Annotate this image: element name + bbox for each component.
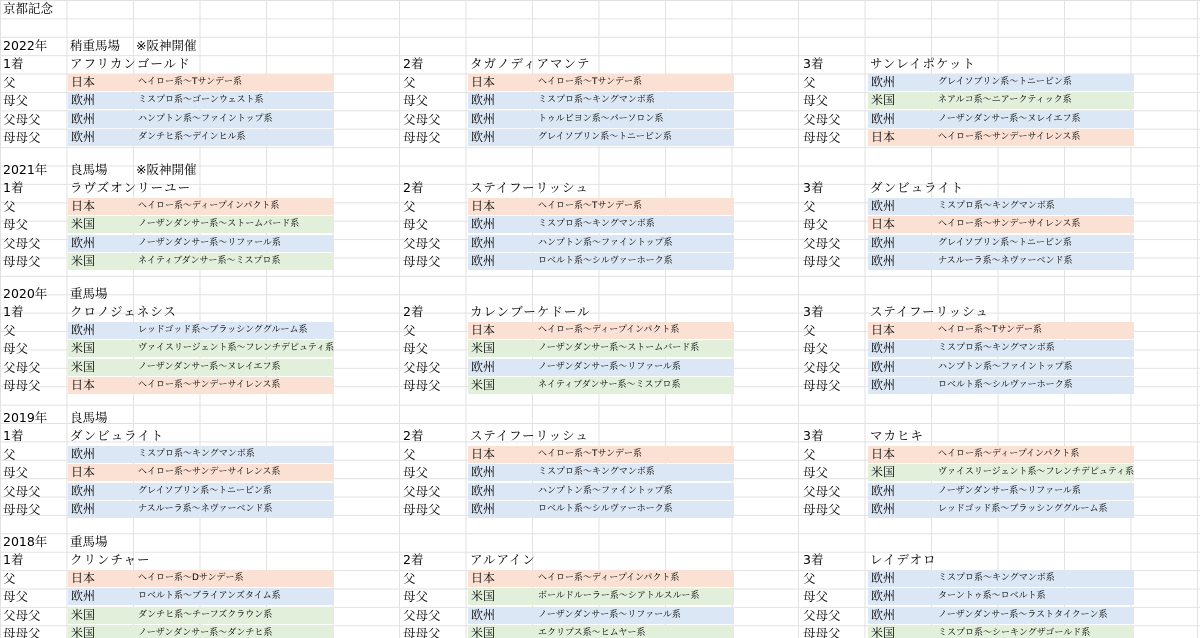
sire-line-cell: ヘイロー系〜Tサンデー系 bbox=[538, 76, 643, 87]
sire-line-cell: ヘイロー系〜ディープインパクト系 bbox=[538, 324, 680, 335]
region-cell: 日本 bbox=[68, 464, 334, 481]
pedigree-row-label: 父 bbox=[403, 198, 416, 214]
region-cell: 日本 bbox=[68, 570, 334, 587]
sire-line-cell: ダンチヒ系〜チーフズクラウン系 bbox=[138, 609, 273, 620]
place-rank: 1着 bbox=[3, 304, 24, 320]
pedigree-row-label: 父 bbox=[403, 446, 416, 462]
sire-line-cell: ロベルト系〜ブライアンズタイム系 bbox=[138, 591, 281, 602]
track-condition: 良馬場 bbox=[70, 162, 108, 177]
pedigree-row-label: 母母父 bbox=[403, 130, 441, 145]
sire-line-cell: ノーザンダンサー系〜ストームバード系 bbox=[538, 343, 700, 354]
pedigree-row-label: 母母父 bbox=[403, 502, 441, 517]
pedigree-row-label: 母父 bbox=[403, 589, 429, 605]
region-cell: 米国 bbox=[868, 92, 1134, 109]
region-cell: 欧州 bbox=[468, 216, 734, 233]
sire-line-cell: ミスプロ系〜キングマンボ系 bbox=[538, 95, 655, 106]
region-cell: 欧州 bbox=[468, 359, 734, 376]
sire-line-cell: グレイソブリン系〜トニービン系 bbox=[538, 132, 672, 142]
region-cell: 欧州 bbox=[868, 607, 1134, 624]
sire-line-cell: ダンチヒ系〜デインヒル系 bbox=[138, 132, 246, 142]
sire-line-cell: ノーザンダンサー系〜リファール系 bbox=[538, 361, 681, 372]
region-cell: 米国 bbox=[68, 625, 334, 638]
region-cell: 欧州 bbox=[468, 501, 734, 518]
pedigree-row-label: 母母父 bbox=[3, 130, 41, 145]
pedigree-row-label: 父母父 bbox=[3, 359, 41, 375]
region-cell: 日本 bbox=[868, 216, 1134, 233]
region-cell: 米国 bbox=[468, 377, 734, 394]
track-condition: 稍重馬場 bbox=[70, 38, 121, 53]
sheet-title: 京都記念 bbox=[3, 1, 54, 16]
place-rank: 3着 bbox=[803, 428, 824, 444]
place-rank: 1着 bbox=[3, 552, 24, 568]
region-cell: 欧州 bbox=[868, 570, 1134, 587]
horse-name: アルアイン bbox=[470, 552, 536, 568]
region-cell: 日本 bbox=[468, 74, 734, 91]
sire-line-cell: ヘイロー系〜Tサンデー系 bbox=[538, 200, 643, 211]
pedigree-row-label: 父 bbox=[803, 570, 816, 586]
venue-note: ※阪神開催 bbox=[136, 38, 197, 53]
region-cell: 米国 bbox=[68, 216, 334, 233]
year-label: 2020年 bbox=[3, 286, 48, 301]
horse-name: クリンチャー bbox=[70, 552, 151, 568]
year-label: 2019年 bbox=[3, 410, 48, 425]
sire-line-cell: ヘイロー系〜Dサンデー系 bbox=[138, 572, 244, 583]
sire-line-cell: ミスプロ系〜キングマンボ系 bbox=[938, 200, 1055, 211]
sire-line-cell: ミスプロ系〜キングマンボ系 bbox=[538, 467, 655, 478]
pedigree-row-label: 父 bbox=[3, 322, 16, 338]
pedigree-row-label: 父母父 bbox=[3, 235, 41, 251]
pedigree-row-label: 父 bbox=[403, 322, 416, 338]
pedigree-row-label: 母母父 bbox=[803, 502, 841, 517]
pedigree-row-label: 父 bbox=[403, 74, 416, 90]
region-cell: 欧州 bbox=[68, 111, 334, 128]
pedigree-row-label: 母母父 bbox=[3, 254, 41, 269]
region-cell: 欧州 bbox=[868, 235, 1134, 252]
sire-line-cell: ヘイロー系〜Tサンデー系 bbox=[138, 76, 243, 87]
horse-name: マカヒキ bbox=[870, 428, 925, 444]
region-cell: 米国 bbox=[68, 253, 334, 270]
place-rank: 2着 bbox=[403, 304, 424, 320]
horse-name: ステイフーリッシュ bbox=[470, 180, 589, 196]
pedigree-row-label: 父 bbox=[803, 446, 816, 462]
region-cell: 欧州 bbox=[468, 235, 734, 252]
sire-line-cell: ナスルーラ系〜ネヴァーベンド系 bbox=[138, 504, 273, 514]
region-cell: 米国 bbox=[468, 340, 734, 357]
region-cell: 欧州 bbox=[468, 464, 734, 481]
region-cell: 日本 bbox=[68, 198, 334, 215]
pedigree-row-label: 父 bbox=[403, 570, 416, 586]
pedigree-row-label: 父母父 bbox=[403, 607, 441, 623]
pedigree-row-label: 母母父 bbox=[3, 502, 41, 517]
region-cell: 日本 bbox=[468, 198, 734, 215]
region-cell: 米国 bbox=[468, 625, 734, 638]
pedigree-row-label: 父母父 bbox=[403, 359, 441, 375]
pedigree-row-label: 母母父 bbox=[3, 626, 41, 638]
sire-line-cell: ミスプロ系〜ゴーンウェスト系 bbox=[138, 95, 264, 106]
sire-line-cell: ロベルト系〜シルヴァーホーク系 bbox=[538, 256, 673, 266]
region-cell: 米国 bbox=[68, 340, 334, 357]
sire-line-cell: ネアルコ系〜ニアークティック系 bbox=[938, 95, 1072, 106]
pedigree-row-label: 母母父 bbox=[403, 626, 441, 638]
sire-line-cell: ヘイロー系〜ディープインパクト系 bbox=[538, 572, 680, 583]
place-rank: 3着 bbox=[803, 304, 824, 320]
sire-line-cell: ターントゥ系〜ロベルト系 bbox=[938, 591, 1046, 602]
pedigree-row-label: 父 bbox=[803, 74, 816, 90]
pedigree-row-label: 父母父 bbox=[403, 111, 441, 127]
region-cell: 欧州 bbox=[868, 377, 1134, 394]
sire-line-cell: ノーザンダンサー系〜ダンチヒ系 bbox=[138, 628, 273, 638]
sire-line-cell: ミスプロ系〜キングマンボ系 bbox=[938, 343, 1055, 354]
sire-line-cell: ヴァイスリージェント系〜フレンチデピュティ系 bbox=[138, 343, 335, 354]
pedigree-row-label: 父 bbox=[3, 570, 16, 586]
pedigree-row-label: 父母父 bbox=[3, 111, 41, 127]
sire-line-cell: ノーザンダンサー系〜リファール系 bbox=[138, 237, 281, 248]
region-cell: 日本 bbox=[68, 377, 334, 394]
region-cell: 欧州 bbox=[868, 111, 1134, 128]
horse-name: カレンブーケドール bbox=[470, 304, 591, 320]
sire-line-cell: ノーザンダンサー系〜リファール系 bbox=[538, 609, 681, 620]
sire-line-cell: ナスルーラ系〜ネヴァーベンド系 bbox=[938, 256, 1073, 266]
pedigree-row-label: 母母父 bbox=[3, 378, 41, 393]
sire-line-cell: グレイソブリン系〜トニービン系 bbox=[938, 237, 1072, 248]
region-cell: 欧州 bbox=[68, 92, 334, 109]
pedigree-row-label: 母父 bbox=[3, 217, 29, 233]
sire-line-cell: ハンプトン系〜ファイントップ系 bbox=[938, 361, 1073, 372]
region-cell: 日本 bbox=[868, 129, 1134, 146]
pedigree-row-label: 母母父 bbox=[803, 130, 841, 145]
region-cell: 欧州 bbox=[468, 129, 734, 146]
pedigree-row-label: 父母父 bbox=[803, 483, 841, 499]
region-cell: 日本 bbox=[468, 570, 734, 587]
pedigree-row-label: 父母父 bbox=[803, 607, 841, 623]
sire-line-cell: ノーザンダンサー系〜ストームバード系 bbox=[138, 219, 300, 230]
region-cell: 欧州 bbox=[468, 253, 734, 270]
sire-line-cell: グレイソブリン系〜トニービン系 bbox=[938, 76, 1072, 87]
sire-line-cell: ヘイロー系〜サンデーサイレンス系 bbox=[938, 132, 1081, 142]
sire-line-cell: ノーザンダンサー系〜ヌレイエフ系 bbox=[938, 113, 1081, 124]
region-cell: 欧州 bbox=[68, 483, 334, 500]
place-rank: 2着 bbox=[403, 180, 424, 196]
region-cell: 日本 bbox=[68, 74, 334, 91]
pedigree-row-label: 母父 bbox=[3, 465, 29, 481]
pedigree-row-label: 母父 bbox=[403, 465, 429, 481]
pedigree-row-label: 母父 bbox=[403, 341, 429, 357]
pedigree-row-label: 母父 bbox=[803, 341, 829, 357]
region-cell: 欧州 bbox=[868, 588, 1134, 605]
horse-name: ステイフーリッシュ bbox=[870, 304, 989, 320]
region-cell: 欧州 bbox=[68, 501, 334, 518]
sire-line-cell: ノーザンダンサー系〜リファール系 bbox=[938, 485, 1081, 496]
sire-line-cell: ハンプトン系〜ファイントップ系 bbox=[138, 113, 273, 124]
sire-line-cell: ヘイロー系〜サンデーサイレンス系 bbox=[138, 467, 281, 478]
sire-line-cell: ヴァイスリージェント系〜フレンチデピュティ系 bbox=[938, 467, 1135, 478]
sire-line-cell: ノーザンダンサー系〜ヌレイエフ系 bbox=[138, 361, 281, 372]
region-cell: 欧州 bbox=[868, 501, 1134, 518]
year-label: 2022年 bbox=[3, 38, 48, 53]
region-cell: 米国 bbox=[68, 607, 334, 624]
region-cell: 欧州 bbox=[68, 235, 334, 252]
region-cell: 欧州 bbox=[868, 359, 1134, 376]
pedigree-row-label: 母父 bbox=[803, 589, 829, 605]
place-rank: 3着 bbox=[803, 56, 824, 72]
region-cell: 米国 bbox=[468, 588, 734, 605]
pedigree-row-label: 母父 bbox=[3, 93, 29, 109]
region-cell: 欧州 bbox=[868, 74, 1134, 91]
pedigree-row-label: 母母父 bbox=[803, 254, 841, 269]
place-rank: 2着 bbox=[403, 552, 424, 568]
region-cell: 欧州 bbox=[868, 483, 1134, 500]
pedigree-row-label: 父母父 bbox=[403, 235, 441, 251]
sire-line-cell: ロベルト系〜シルヴァーホーク系 bbox=[938, 380, 1073, 390]
horse-name: クロノジェネシス bbox=[70, 304, 177, 320]
sire-line-cell: レッドゴッド系〜ブラッシンググルーム系 bbox=[938, 504, 1108, 514]
region-cell: 欧州 bbox=[468, 483, 734, 500]
region-cell: 日本 bbox=[468, 322, 734, 339]
pedigree-row-label: 父母父 bbox=[803, 235, 841, 251]
horse-name: ラヴズオンリーユー bbox=[70, 180, 192, 196]
venue-note: ※阪神開催 bbox=[136, 162, 197, 177]
pedigree-row-label: 母父 bbox=[3, 589, 29, 605]
track-condition: 良馬場 bbox=[70, 410, 108, 425]
year-label: 2018年 bbox=[3, 534, 48, 549]
sire-line-cell: ヘイロー系〜Tサンデー系 bbox=[538, 448, 643, 459]
pedigree-row-label: 父母父 bbox=[3, 607, 41, 623]
region-cell: 米国 bbox=[868, 625, 1134, 638]
region-cell: 欧州 bbox=[68, 588, 334, 605]
region-cell: 米国 bbox=[68, 359, 334, 376]
region-cell: 欧州 bbox=[68, 322, 334, 339]
sire-line-cell: ミスプロ系〜キングマンボ系 bbox=[138, 448, 255, 459]
sire-line-cell: ロベルト系〜シルヴァーホーク系 bbox=[538, 504, 673, 514]
pedigree-row-label: 母父 bbox=[803, 93, 829, 109]
pedigree-row-label: 母母父 bbox=[803, 378, 841, 393]
sire-line-cell: ハンプトン系〜ファイントップ系 bbox=[538, 485, 673, 496]
pedigree-row-label: 父母父 bbox=[803, 111, 841, 127]
pedigree-row-label: 父 bbox=[3, 446, 16, 462]
track-condition: 重馬場 bbox=[70, 534, 108, 549]
region-cell: 欧州 bbox=[868, 198, 1134, 215]
sire-line-cell: エクリプス系〜ヒムヤー系 bbox=[538, 628, 646, 638]
sire-line-cell: ネイティブダンサー系〜ミスプロ系 bbox=[138, 256, 281, 266]
sire-line-cell: ボールドルーラー系〜シアトルスルー系 bbox=[538, 591, 700, 602]
horse-name: ステイフーリッシュ bbox=[470, 428, 589, 444]
horse-name: レイデオロ bbox=[870, 552, 937, 568]
sire-line-cell: レッドゴッド系〜ブラッシンググルーム系 bbox=[138, 324, 308, 335]
sire-line-cell: ネイティブダンサー系〜ミスプロ系 bbox=[538, 380, 681, 390]
pedigree-row-label: 母父 bbox=[803, 465, 829, 481]
sire-line-cell: ヘイロー系〜Tサンデー系 bbox=[938, 324, 1043, 335]
sire-line-cell: ヘイロー系〜サンデーサイレンス系 bbox=[938, 219, 1081, 230]
region-cell: 欧州 bbox=[468, 92, 734, 109]
sire-line-cell: ハンプトン系〜ファイントップ系 bbox=[538, 237, 673, 248]
region-cell: 日本 bbox=[868, 322, 1134, 339]
pedigree-row-label: 父母父 bbox=[803, 359, 841, 375]
horse-name: サンレイポケット bbox=[870, 56, 976, 72]
region-cell: 欧州 bbox=[868, 253, 1134, 270]
place-rank: 3着 bbox=[803, 180, 824, 196]
place-rank: 1着 bbox=[3, 56, 24, 72]
place-rank: 3着 bbox=[803, 552, 824, 568]
pedigree-row-label: 母父 bbox=[403, 217, 429, 233]
region-cell: 欧州 bbox=[68, 446, 334, 463]
sire-line-cell: ヘイロー系〜サンデーサイレンス系 bbox=[138, 380, 281, 390]
region-cell: 日本 bbox=[868, 446, 1134, 463]
sire-line-cell: トゥルビヨン系〜パーソロン系 bbox=[538, 113, 664, 124]
pedigree-row-label: 母母父 bbox=[803, 626, 841, 638]
sire-line-cell: グレイソブリン系〜トニービン系 bbox=[138, 485, 272, 496]
sire-line-cell: ミスプロ系〜シーキングザゴールド系 bbox=[938, 628, 1091, 638]
sire-line-cell: ミスプロ系〜キングマンボ系 bbox=[938, 572, 1055, 583]
region-cell: 欧州 bbox=[868, 340, 1134, 357]
pedigree-row-label: 父 bbox=[803, 322, 816, 338]
horse-name: ダンビュライト bbox=[70, 428, 165, 444]
pedigree-row-label: 母母父 bbox=[403, 378, 441, 393]
region-cell: 米国 bbox=[868, 464, 1134, 481]
horse-name: タガノディアマンテ bbox=[470, 56, 591, 72]
sire-line-cell: ヘイロー系〜ディープインパクト系 bbox=[138, 200, 280, 211]
place-rank: 1着 bbox=[3, 428, 24, 444]
sire-line-cell: ノーザンダンサー系〜ラストタイクーン系 bbox=[938, 609, 1108, 620]
place-rank: 1着 bbox=[3, 180, 24, 196]
horse-name: ダンビュライト bbox=[870, 180, 965, 196]
pedigree-row-label: 母父 bbox=[403, 93, 429, 109]
pedigree-row-label: 父 bbox=[803, 198, 816, 214]
region-cell: 欧州 bbox=[68, 129, 334, 146]
pedigree-row-label: 父 bbox=[3, 74, 16, 90]
horse-name: アフリカンゴールド bbox=[70, 56, 191, 72]
pedigree-row-label: 父母父 bbox=[3, 483, 41, 499]
pedigree-row-label: 母母父 bbox=[403, 254, 441, 269]
region-cell: 欧州 bbox=[468, 607, 734, 624]
sire-line-cell: ヘイロー系〜ディープインパクト系 bbox=[938, 448, 1080, 459]
region-cell: 欧州 bbox=[468, 111, 734, 128]
track-condition: 重馬場 bbox=[70, 286, 108, 301]
sire-line-cell: ミスプロ系〜キングマンボ系 bbox=[538, 219, 655, 230]
pedigree-row-label: 父母父 bbox=[403, 483, 441, 499]
pedigree-row-label: 母父 bbox=[803, 217, 829, 233]
place-rank: 2着 bbox=[403, 428, 424, 444]
pedigree-row-label: 父 bbox=[3, 198, 16, 214]
year-label: 2021年 bbox=[3, 162, 48, 177]
pedigree-row-label: 母父 bbox=[3, 341, 29, 357]
region-cell: 日本 bbox=[468, 446, 734, 463]
place-rank: 2着 bbox=[403, 56, 424, 72]
